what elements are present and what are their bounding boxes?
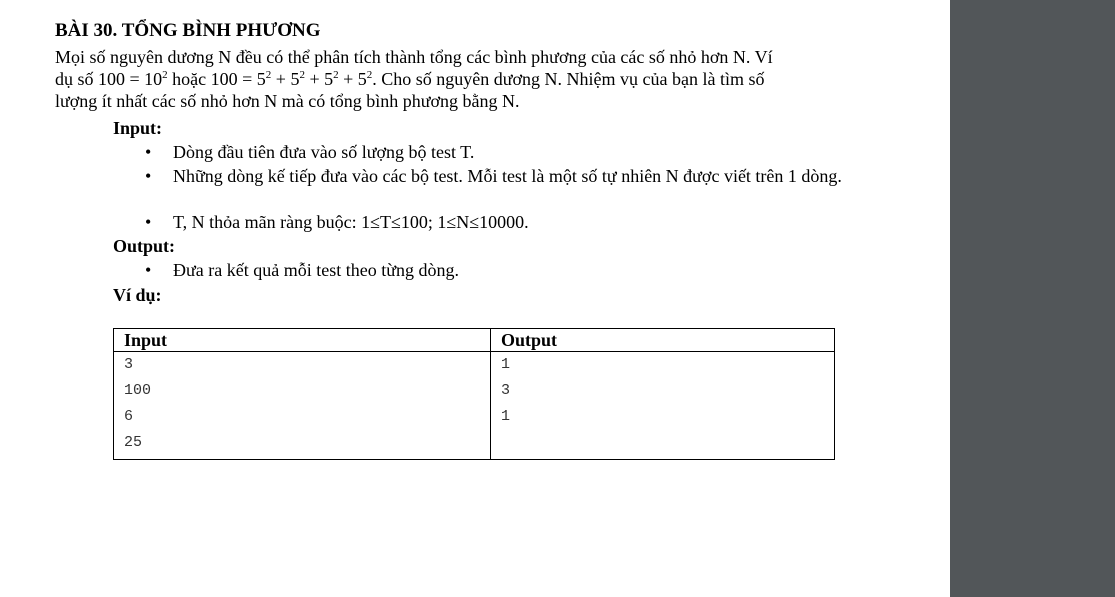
output-cell: 1 bbox=[491, 352, 835, 379]
header-output: Output bbox=[491, 329, 835, 352]
problem-title: BÀI 30. TỔNG BÌNH PHƯƠNG bbox=[55, 20, 321, 41]
statement-text: + 5 bbox=[338, 69, 367, 89]
table-row bbox=[114, 378, 835, 404]
problem-statement bbox=[55, 46, 855, 112]
bullet-text: T, N thỏa mãn ràng buộc: 1≤T≤100; 1≤N≤10000. bbox=[173, 212, 529, 232]
input-cell: 3 bbox=[114, 352, 491, 379]
input-heading: Input: bbox=[113, 118, 163, 138]
table-row bbox=[114, 430, 835, 460]
statement-line-1: Mọi số nguyên dương N đều có thể phân tích thành tổng các bình phương của các số nhỏ hơn N. Ví bbox=[55, 47, 773, 67]
statement-text: + 5 bbox=[271, 69, 300, 89]
statement-text: hoặc 100 = 5 bbox=[167, 69, 266, 89]
statement-text: + 5 bbox=[304, 69, 334, 89]
exponent: 2 bbox=[333, 69, 339, 81]
viewer-sidebar bbox=[950, 0, 1115, 597]
output-cell bbox=[491, 430, 835, 460]
statement-line-3: lượng ít nhất các số nhỏ hơn N mà có tổng bình phương bằng N. bbox=[55, 91, 520, 111]
bullet-text: Đưa ra kết quả mỗi test theo từng dòng. bbox=[173, 260, 459, 280]
bullet-marker: • bbox=[145, 166, 152, 186]
bullet-marker: • bbox=[145, 260, 152, 280]
exponent: 2 bbox=[299, 69, 305, 81]
input-cell: 100 bbox=[114, 378, 491, 404]
output-cell: 1 bbox=[491, 404, 835, 430]
bullet-text: Những dòng kế tiếp đưa vào các bộ test. Mỗi test là một số tự nhiên N được viết trên 1 dòng. bbox=[173, 166, 842, 186]
exponent: 2 bbox=[366, 69, 373, 81]
bullet-marker: • bbox=[145, 142, 152, 162]
bullet-marker: • bbox=[145, 212, 152, 232]
input-cell: 6 bbox=[114, 404, 491, 430]
exponent: 2 bbox=[162, 69, 168, 81]
example-heading: Ví dụ: bbox=[113, 285, 162, 305]
sample-io-table bbox=[113, 328, 835, 460]
table-row bbox=[114, 404, 835, 430]
table-header-row bbox=[114, 329, 835, 352]
statement-line-2 bbox=[55, 68, 855, 90]
exponent: 2 bbox=[265, 69, 272, 81]
output-cell: 3 bbox=[491, 378, 835, 404]
statement-text: dụ số 100 = 10 bbox=[55, 69, 163, 89]
input-cell: 25 bbox=[114, 430, 491, 460]
output-heading: Output: bbox=[113, 236, 176, 256]
bullet-text: Dòng đầu tiên đưa vào số lượng bộ test T. bbox=[173, 142, 475, 162]
header-input: Input bbox=[114, 329, 491, 352]
table-row bbox=[114, 352, 835, 379]
statement-text: . Cho số nguyên dương N. Nhiệm vụ của bạn là tìm số bbox=[372, 69, 765, 89]
